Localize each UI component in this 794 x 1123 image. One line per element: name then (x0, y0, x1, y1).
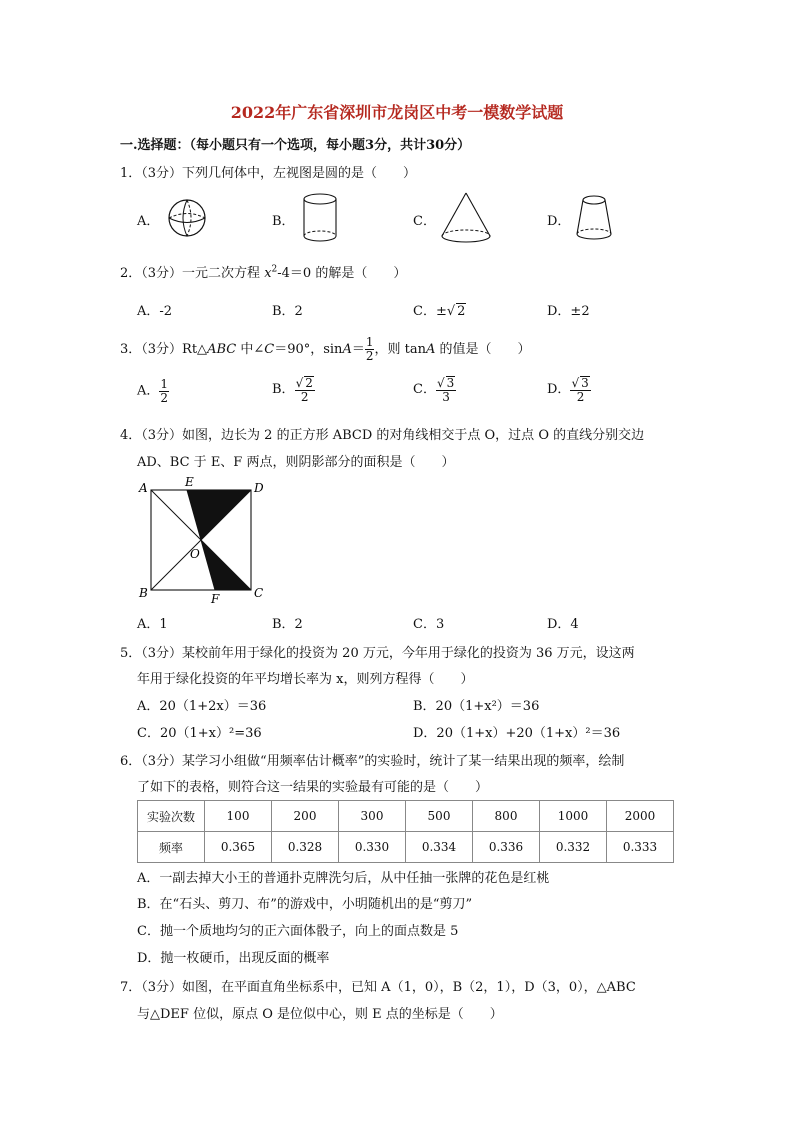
table-cell: 800 (473, 801, 540, 832)
table-cell: 实验次数 (138, 801, 205, 832)
q3-option-a[interactable]: A． $\frac{1}{2}$ (137, 377, 169, 405)
q6-option-d[interactable]: D．抛一枚硬币，出现反面的概率 (137, 951, 330, 966)
table-cell: 0.336 (473, 832, 540, 863)
q1-option-a[interactable]: A． (137, 214, 160, 229)
q5-option-b[interactable]: B．20（1+x²）＝36 (413, 699, 540, 714)
table-row (138, 801, 674, 832)
label-f: F (211, 592, 220, 606)
label-c: C (254, 586, 264, 600)
table-cell: 300 (339, 801, 406, 832)
label-o: O (190, 547, 200, 561)
label-b: B (139, 586, 148, 600)
q4-option-c[interactable]: C．3 (413, 617, 445, 632)
question-7-line-2: 与△DEF 位似，原点 O 是位似中心，则 E 点的坐标是（ ） (137, 1007, 503, 1022)
q4-option-d[interactable]: D．4 (547, 617, 579, 632)
q4-option-b[interactable]: B．2 (272, 617, 303, 632)
square-diagram (135, 476, 275, 606)
table-cell: 100 (205, 801, 272, 832)
q1-option-c[interactable]: C． (413, 214, 436, 229)
table-cell: 频率 (138, 832, 205, 863)
question-2-stem: 2．（3分）一元二次方程 $x^2-4=0$ 的解是（ ） (120, 264, 407, 281)
label-d: D (254, 481, 264, 495)
label-e: E (185, 475, 194, 489)
table-cell: 0.328 (272, 832, 339, 863)
q6-option-b[interactable]: B．在“石头、剪刀、布”的游戏中，小明随机出的是“剪刀” (137, 897, 473, 912)
table-cell: 0.334 (406, 832, 473, 863)
question-6-line-2: 了如下的表格，则符合这一结果的实验最有可能的是（ ） (137, 780, 489, 795)
table-cell: 0.365 (205, 832, 272, 863)
table-cell: 200 (272, 801, 339, 832)
sin-fraction: $\frac{1}{2}$ (365, 335, 374, 363)
table-cell: 2000 (607, 801, 674, 832)
q3-option-b[interactable]: B． $\frac{√ 2}{2}$ (272, 376, 313, 404)
table-cell: 0.333 (607, 832, 674, 863)
question-5-line-1: 5．（3分）某校前年用于绿化的投资为 20 万元，今年用于绿化的投资为 36 万元，设这两 (120, 646, 635, 661)
question-4-line-2: AD、BC 于 E、F 两点，则阴影部分的面积是（ ） (137, 455, 455, 470)
frustum-icon (574, 193, 614, 243)
sphere-icon (166, 197, 208, 239)
q6-option-c[interactable]: C．抛一个质地均匀的正六面体骰子，向上的面点数是 5 (137, 924, 459, 939)
question-3-stem: 3．（3分）Rt△ABC 中∠C＝90°，sinA＝ $\frac{1}{2}$ ，则 tanA 的值是（ ） (120, 335, 531, 363)
table-row (138, 832, 674, 863)
label-a: A (139, 481, 148, 495)
q6-option-a[interactable]: A．一副去掉大小王的普通扑克牌洗匀后，从中任抽一张牌的花色是红桃 (137, 871, 550, 886)
q4-option-a[interactable]: A．1 (137, 617, 168, 632)
table-cell: 0.332 (540, 832, 607, 863)
q2-option-a[interactable]: A．-2 (137, 304, 173, 319)
section-heading: 一.选择题：（每小题只有一个选项，每小题3分，共计30分） (120, 138, 471, 153)
q2-option-d[interactable]: D．±2 (547, 304, 590, 319)
q3-option-c[interactable]: C． $\frac{√ 3}{3}$ (413, 376, 455, 404)
q5-option-d[interactable]: D．20（1+x）+20（1+x）²＝36 (413, 726, 621, 741)
q5-option-a[interactable]: A．20（1+2x）＝36 (137, 699, 267, 714)
table-cell: 1000 (540, 801, 607, 832)
q5-option-c[interactable]: C．20（1+x）²=36 (137, 726, 262, 741)
table-cell: 0.330 (339, 832, 406, 863)
question-1-stem: 1．（3分）下列几何体中，左视图是圆的是（ ） (120, 166, 417, 181)
cone-icon (438, 190, 494, 246)
question-7-line-1: 7．（3分）如图，在平面直角坐标系中，已知 A（1，0），B（2，1），D（3，0），△ABC (120, 980, 636, 995)
table-cell: 500 (406, 801, 473, 832)
q2-option-b[interactable]: B．2 (272, 304, 303, 319)
page-title: 2022年广东省深圳市龙岗区中考一模数学试题 (230, 103, 564, 122)
question-5-line-2: 年用于绿化投资的年平均增长率为 x，则列方程得（ ） (137, 672, 474, 687)
question-4-line-1: 4．（3分）如图，边长为 2 的正方形 ABCD 的对角线相交于点 O，过点 O 的直线分别交边 (120, 428, 645, 443)
frequency-table (137, 800, 674, 863)
q3-option-d[interactable]: D． $\frac{√ 3}{2}$ (547, 376, 589, 404)
cylinder-icon (300, 192, 340, 244)
q1-option-d[interactable]: D． (547, 214, 571, 229)
q1-option-b[interactable]: B． (272, 214, 295, 229)
question-6-line-1: 6．（3分）某学习小组做“用频率估计概率”的实验时，统计了某一结果出现的频率，绘制 (120, 754, 625, 769)
q2-option-c[interactable]: C．±√ 2 (413, 304, 466, 319)
